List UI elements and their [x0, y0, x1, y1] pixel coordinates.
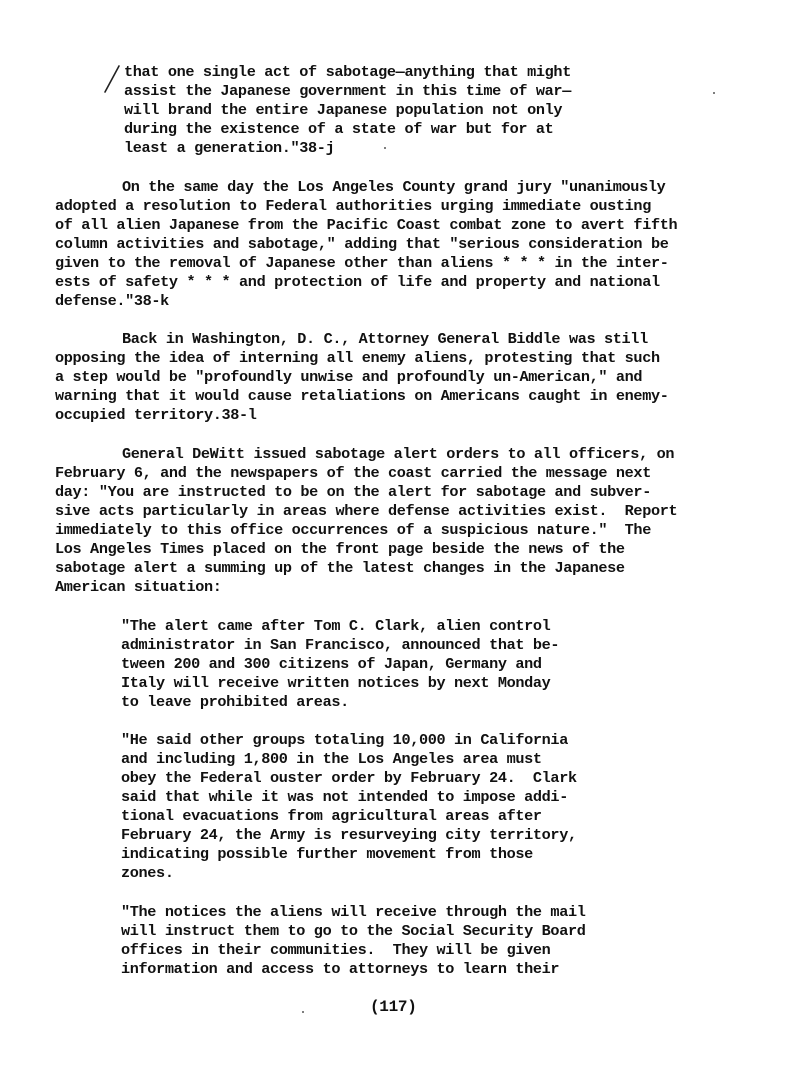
margin-check-mark	[101, 64, 123, 96]
text-line: day: "You are instructed to be on the alert for sabotage and subver-	[55, 483, 651, 501]
text-line: opposing the idea of interning all enemy aliens, protesting that such	[55, 349, 660, 367]
text-line: occupied territory.38-l	[55, 406, 257, 424]
text-line: a step would be "profoundly unwise and profoundly un-American," and	[55, 368, 643, 386]
text-line: that one single act of sabotage—anything that might	[124, 63, 571, 81]
text-line: column activities and sabotage," adding that "serious consideration be	[55, 235, 669, 253]
text-line: warning that it would cause retaliations on Americans caught in enemy-	[55, 387, 669, 405]
text-line: given to the removal of Japanese other than aliens * * * in the inter-	[55, 254, 669, 272]
text-line: American situation:	[55, 578, 222, 596]
text-line: least a generation."38-j	[124, 139, 335, 157]
text-line: ests of safety * * * and protection of life and property and national	[55, 273, 660, 291]
text-line: will brand the entire Japanese population not only	[124, 101, 563, 119]
text-line: Italy will receive written notices by next Monday	[121, 674, 551, 692]
scan-speck	[384, 147, 386, 149]
text-line: sabotage alert a summing up of the latest changes in the Japanese	[55, 559, 625, 577]
text-line: Back in Washington, D. C., Attorney General Biddle was still	[122, 330, 648, 348]
text-line: assist the Japanese government in this time of war—	[124, 82, 571, 100]
text-line: On the same day the Los Angeles County grand jury "unanimously	[122, 178, 666, 196]
page-number: (117)	[370, 998, 417, 1016]
text-line: defense."38-k	[55, 292, 169, 310]
text-line: offices in their communities. They will be given	[121, 941, 551, 959]
text-line: "The notices the aliens will receive through the mail	[121, 903, 586, 921]
text-line: February 6, and the newspapers of the coast carried the message next	[55, 464, 651, 482]
text-line: "The alert came after Tom C. Clark, alien control	[121, 617, 551, 635]
text-line: zones.	[121, 864, 174, 882]
text-line: Los Angeles Times placed on the front page beside the news of the	[55, 540, 625, 558]
text-line: and including 1,800 in the Los Angeles area must	[121, 750, 542, 768]
text-line: General DeWitt issued sabotage alert orders to all officers, on	[122, 445, 675, 463]
text-line: obey the Federal ouster order by February 24. Clark	[121, 769, 577, 787]
text-line: will instruct them to go to the Social Security Board	[121, 922, 586, 940]
text-line: said that while it was not intended to impose addi-	[121, 788, 568, 806]
text-line: immediately to this office occurrences of a suspicious nature." The	[55, 521, 651, 539]
text-line: sive acts particularly in areas where defense activities exist. Report	[55, 502, 678, 520]
text-line: February 24, the Army is resurveying city territory,	[121, 826, 577, 844]
scan-speck	[302, 1011, 304, 1013]
text-line: of all alien Japanese from the Pacific Coast combat zone to avert fifth	[55, 216, 678, 234]
text-line: tional evacuations from agricultural areas after	[121, 807, 542, 825]
text-line: to leave prohibited areas.	[121, 693, 349, 711]
text-line: during the existence of a state of war but for at	[124, 120, 554, 138]
text-line: "He said other groups totaling 10,000 in California	[121, 731, 568, 749]
text-line: administrator in San Francisco, announced that be-	[121, 636, 560, 654]
scan-speck	[713, 92, 715, 94]
text-line: adopted a resolution to Federal authorities urging immediate ousting	[55, 197, 651, 215]
text-line: tween 200 and 300 citizens of Japan, Germany and	[121, 655, 542, 673]
text-line: information and access to attorneys to learn their	[121, 960, 560, 978]
text-line: indicating possible further movement from those	[121, 845, 533, 863]
